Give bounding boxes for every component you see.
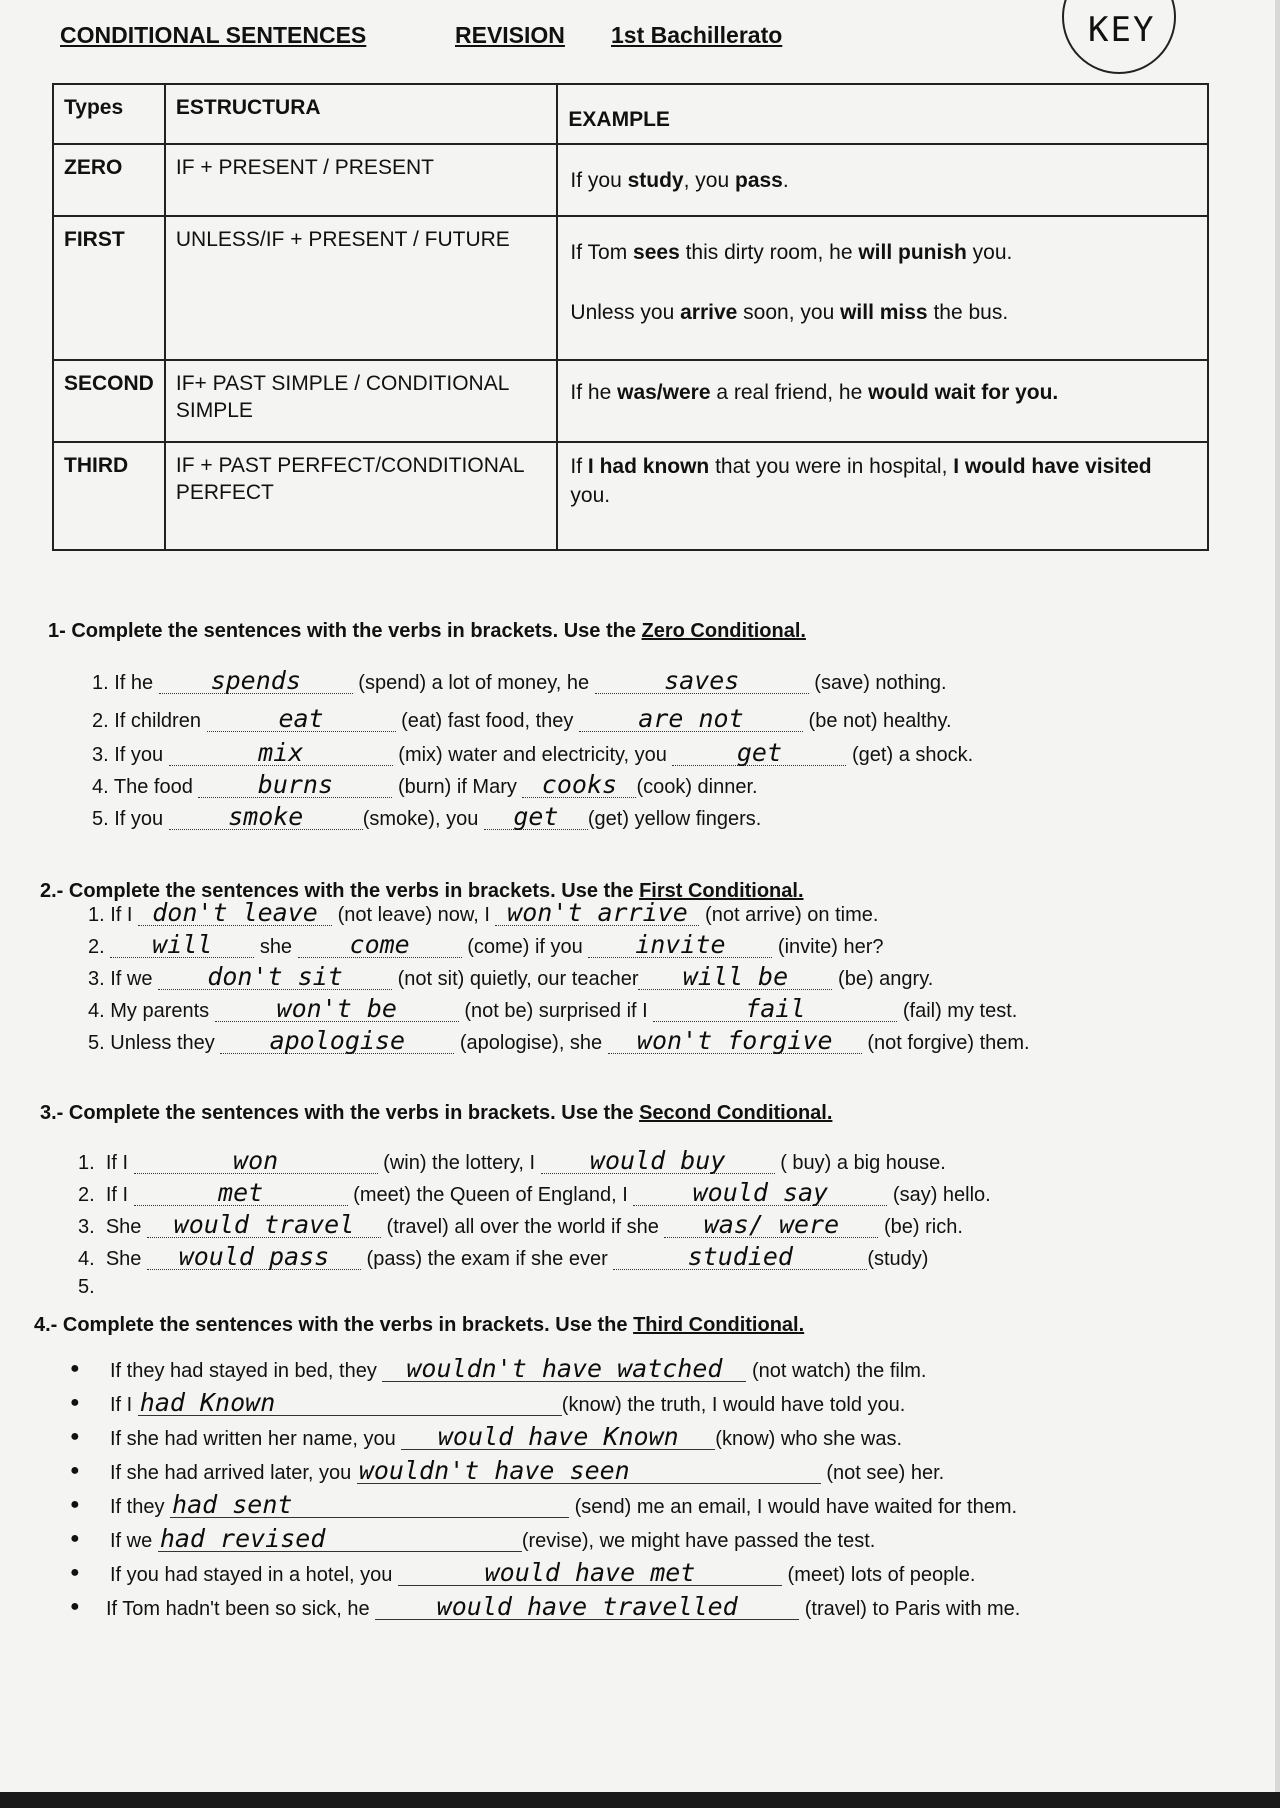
example-cell: If he was/were a real friend, he would wait for you. bbox=[557, 360, 1208, 442]
conditional-types-table bbox=[52, 83, 1209, 551]
answer-blank[interactable]: fail bbox=[653, 996, 897, 1022]
example-cell: If Tom sees this dirty room, he will punish you. Unless you arrive soon, you will miss the bus. bbox=[557, 216, 1208, 360]
answer-blank[interactable]: will bbox=[110, 932, 254, 958]
answer-blank[interactable]: was/ were bbox=[664, 1212, 878, 1238]
section-title: 1- Complete the sentences with the verbs in brackets. Use the Zero Conditional. bbox=[48, 620, 806, 642]
answer-blank[interactable]: smoke bbox=[169, 804, 363, 830]
answer-blank[interactable]: mix bbox=[169, 740, 393, 766]
answer-blank[interactable]: studied bbox=[613, 1244, 867, 1270]
answer-blank[interactable]: had Known bbox=[138, 1390, 562, 1416]
exercise-item: ● If she had written her name, you would have Known (know) who she was. bbox=[70, 1422, 903, 1451]
bullet-icon: ● bbox=[70, 1530, 80, 1547]
header-structure: ESTRUCTURA bbox=[165, 84, 558, 144]
answer-blank[interactable]: wouldn't have seen bbox=[357, 1458, 821, 1484]
answer-blank[interactable]: had sent bbox=[170, 1492, 569, 1518]
table-row-second bbox=[53, 360, 1208, 442]
bullet-icon: ● bbox=[70, 1564, 80, 1581]
answer-key-badge bbox=[1062, 0, 1176, 74]
example-cell: If I had known that you were in hospital, I would have visited you. bbox=[557, 442, 1208, 550]
key-label: KEY bbox=[1088, 10, 1156, 50]
answer-blank[interactable]: eat bbox=[207, 706, 396, 732]
exercise-item: 3. She would travel (travel) all over the world if she was/ were (be) rich. bbox=[78, 1210, 963, 1239]
type-cell: ZERO bbox=[53, 144, 165, 216]
exercise-item: 1. If I won (win) the lottery, I would buy ( buy) a big house. bbox=[78, 1146, 946, 1175]
answer-blank[interactable]: cooks bbox=[522, 772, 636, 798]
answer-blank[interactable]: had revised bbox=[158, 1526, 522, 1552]
exercise-item: 5. If you smoke (smoke), you get (get) yellow fingers. bbox=[92, 802, 762, 831]
structure-cell: UNLESS/IF + PRESENT / FUTURE bbox=[165, 216, 558, 360]
exercise-item: 3. If you mix (mix) water and electricity, you get (get) a shock. bbox=[92, 738, 974, 767]
answer-blank[interactable]: don't sit bbox=[158, 964, 392, 990]
answer-blank[interactable]: won't arrive bbox=[495, 900, 699, 926]
exercise-item: 2. If children eat (eat) fast food, they are not (be not) healthy. bbox=[92, 704, 952, 733]
answer-blank[interactable]: saves bbox=[595, 668, 809, 694]
bullet-icon: ● bbox=[70, 1496, 80, 1513]
bullet-icon: ● bbox=[70, 1360, 80, 1377]
exercise-item: 4. She would pass (pass) the exam if she ever studied (study) bbox=[78, 1242, 929, 1271]
exercise-item: 3. If we don't sit (not sit) quietly, our teacher will be (be) angry. bbox=[88, 962, 934, 991]
answer-blank[interactable]: won't be bbox=[215, 996, 459, 1022]
answer-blank[interactable]: met bbox=[134, 1180, 348, 1206]
page-edge bbox=[1275, 0, 1280, 1808]
answer-blank[interactable]: would buy bbox=[541, 1148, 775, 1174]
answer-blank[interactable]: will be bbox=[638, 964, 832, 990]
answer-blank[interactable]: would say bbox=[633, 1180, 887, 1206]
answer-blank[interactable]: are not bbox=[579, 706, 803, 732]
exercise-item: 1. If he spends (spend) a lot of money, he saves (save) nothing. bbox=[92, 666, 947, 695]
table-row-zero bbox=[53, 144, 1208, 216]
exercise-item: 1. If I don't leave (not leave) now, I won't arrive (not arrive) on time. bbox=[88, 898, 879, 927]
bullet-icon: ● bbox=[70, 1598, 80, 1615]
bullet-icon: ● bbox=[70, 1462, 80, 1479]
answer-blank[interactable]: wouldn't have watched bbox=[382, 1356, 746, 1382]
exercise-item: 5. Unless they apologise (apologise), she won't forgive (not forgive) them. bbox=[88, 1026, 1030, 1055]
exercise-item: ● If we had revised (revise), we might have passed the test. bbox=[70, 1524, 876, 1553]
exercise-item: 2. will she come (come) if you invite (invite) her? bbox=[88, 930, 884, 959]
answer-blank[interactable]: won't forgive bbox=[608, 1028, 862, 1054]
exercise-item: 5. bbox=[78, 1276, 95, 1298]
type-cell: SECOND bbox=[53, 360, 165, 442]
answer-blank[interactable]: come bbox=[298, 932, 462, 958]
exercise-item: ● If she had arrived later, you wouldn't have seen (not see) her. bbox=[70, 1456, 945, 1485]
header-example: EXAMPLE bbox=[557, 84, 1208, 144]
answer-blank[interactable]: would have Known bbox=[401, 1424, 715, 1450]
revision-label: REVISION bbox=[455, 22, 565, 48]
structure-cell: IF + PAST PERFECT/CONDITIONAL PERFECT bbox=[165, 442, 558, 550]
answer-blank[interactable]: would travel bbox=[147, 1212, 381, 1238]
table-row-first bbox=[53, 216, 1208, 360]
table-header-row bbox=[53, 84, 1208, 144]
section-title: 3.- Complete the sentences with the verbs in brackets. Use the Second Conditional. bbox=[40, 1102, 833, 1124]
exercise-item: ● If Tom hadn't been so sick, he would have travelled (travel) to Paris with me. bbox=[70, 1592, 1021, 1621]
answer-blank[interactable]: would pass bbox=[147, 1244, 361, 1270]
answer-blank[interactable]: apologise bbox=[220, 1028, 454, 1054]
answer-blank[interactable]: burns bbox=[198, 772, 392, 798]
exercise-item: 2. If I met (meet) the Queen of England, I would say (say) hello. bbox=[78, 1178, 991, 1207]
section-title: 2.- Complete the sentences with the verbs in brackets. Use the First Conditional. bbox=[40, 880, 804, 902]
exercise-item: 4. The food burns (burn) if Mary cooks (cook) dinner. bbox=[92, 770, 758, 799]
structure-cell: IF+ PAST SIMPLE / CONDITIONAL SIMPLE bbox=[165, 360, 558, 442]
bullet-icon: ● bbox=[70, 1428, 80, 1445]
type-cell: FIRST bbox=[53, 216, 165, 360]
answer-blank[interactable]: invite bbox=[588, 932, 772, 958]
header-types: Types bbox=[53, 84, 165, 144]
exercise-item: ● If they had stayed in bed, they wouldn't have watched (not watch) the film. bbox=[70, 1354, 927, 1383]
table-row-third bbox=[53, 442, 1208, 550]
answer-blank[interactable]: would have met bbox=[398, 1560, 782, 1586]
type-cell: THIRD bbox=[53, 442, 165, 550]
structure-cell: IF + PRESENT / PRESENT bbox=[165, 144, 558, 216]
exercise-item: ● If you had stayed in a hotel, you would have met (meet) lots of people. bbox=[70, 1558, 976, 1587]
answer-blank[interactable]: won bbox=[134, 1148, 378, 1174]
exercise-item: ● If I had Known (know) the truth, I would have told you. bbox=[70, 1388, 906, 1417]
bullet-icon: ● bbox=[70, 1394, 80, 1411]
level-label: 1st Bachillerato bbox=[611, 22, 783, 48]
worksheet-title: CONDITIONAL SENTENCES bbox=[60, 22, 367, 48]
answer-blank[interactable]: get bbox=[484, 804, 588, 830]
scan-bottom-edge bbox=[0, 1792, 1280, 1808]
example-cell: If you study, you pass. bbox=[557, 144, 1208, 216]
answer-blank[interactable]: would have travelled bbox=[375, 1594, 799, 1620]
exercise-item: ● If they had sent (send) me an email, I would have waited for them. bbox=[70, 1490, 1018, 1519]
section-title: 4.- Complete the sentences with the verbs in brackets. Use the Third Conditional. bbox=[34, 1314, 805, 1336]
exercise-item: 4. My parents won't be (not be) surprised if I fail (fail) my test. bbox=[88, 994, 1018, 1023]
answer-blank[interactable]: don't leave bbox=[138, 900, 332, 926]
answer-blank[interactable]: spends bbox=[159, 668, 353, 694]
answer-blank[interactable]: get bbox=[672, 740, 846, 766]
